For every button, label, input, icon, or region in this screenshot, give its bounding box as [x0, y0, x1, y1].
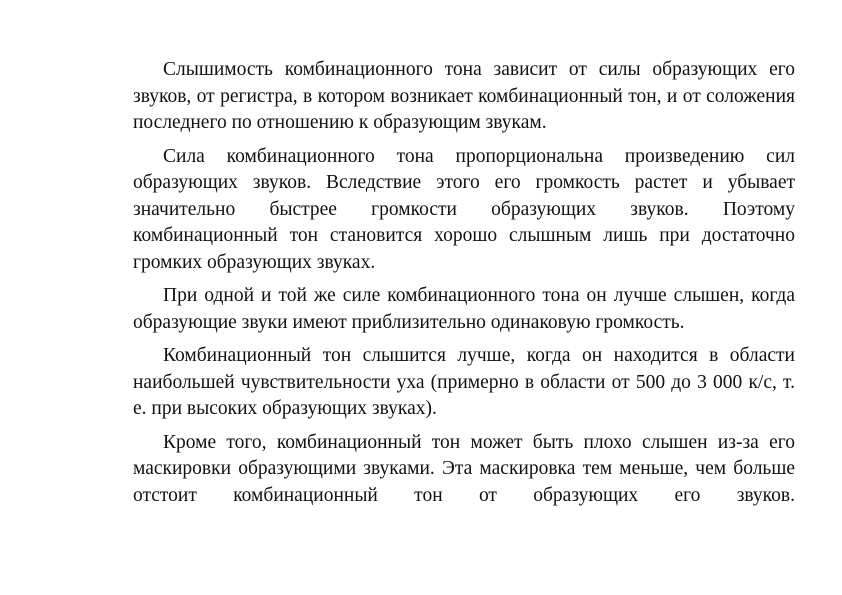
- document-page: [133, 57, 795, 509]
- paragraph-masking: Кроме того, комбинационный тон может быть плохо слышен из-за его маскировки образующими звуками. Эта маскировка тем меньше, чем больше отстоит комбинационный тон от образующих его звуков.: [133, 431, 795, 506]
- paragraph-audibility: Слышимость комбинационного тона зависит от силы образующих его звуков, от регистра, в котором возникает комбинационный тон, и от соложения последнего по отношению к образующим звукам.: [133, 59, 795, 133]
- paragraph-equal-loudness: При одной и той же силе комбинационного тона он лучше слышен, когда образующие звуки имеют приблизительно одинаковую громкость.: [133, 285, 795, 333]
- paragraph-strength: Сила комбинационного тона пропорциональна произведению сил образующих звуков. Вследствие этого его громкость растет и убывает значительно быстрее громкости образующих звуков. Поэтому комбинационный тон становится хорошо слышным лишь при достаточно громких образующих звуках.: [133, 145, 795, 273]
- paragraph-sensitivity: Комбинационный тон слышится лучше, когда он находится в области наибольшей чувствительности уха (примерно в области от 500 до 3 000 к/с, т. е. при высоких образующих звуках).: [133, 345, 795, 419]
